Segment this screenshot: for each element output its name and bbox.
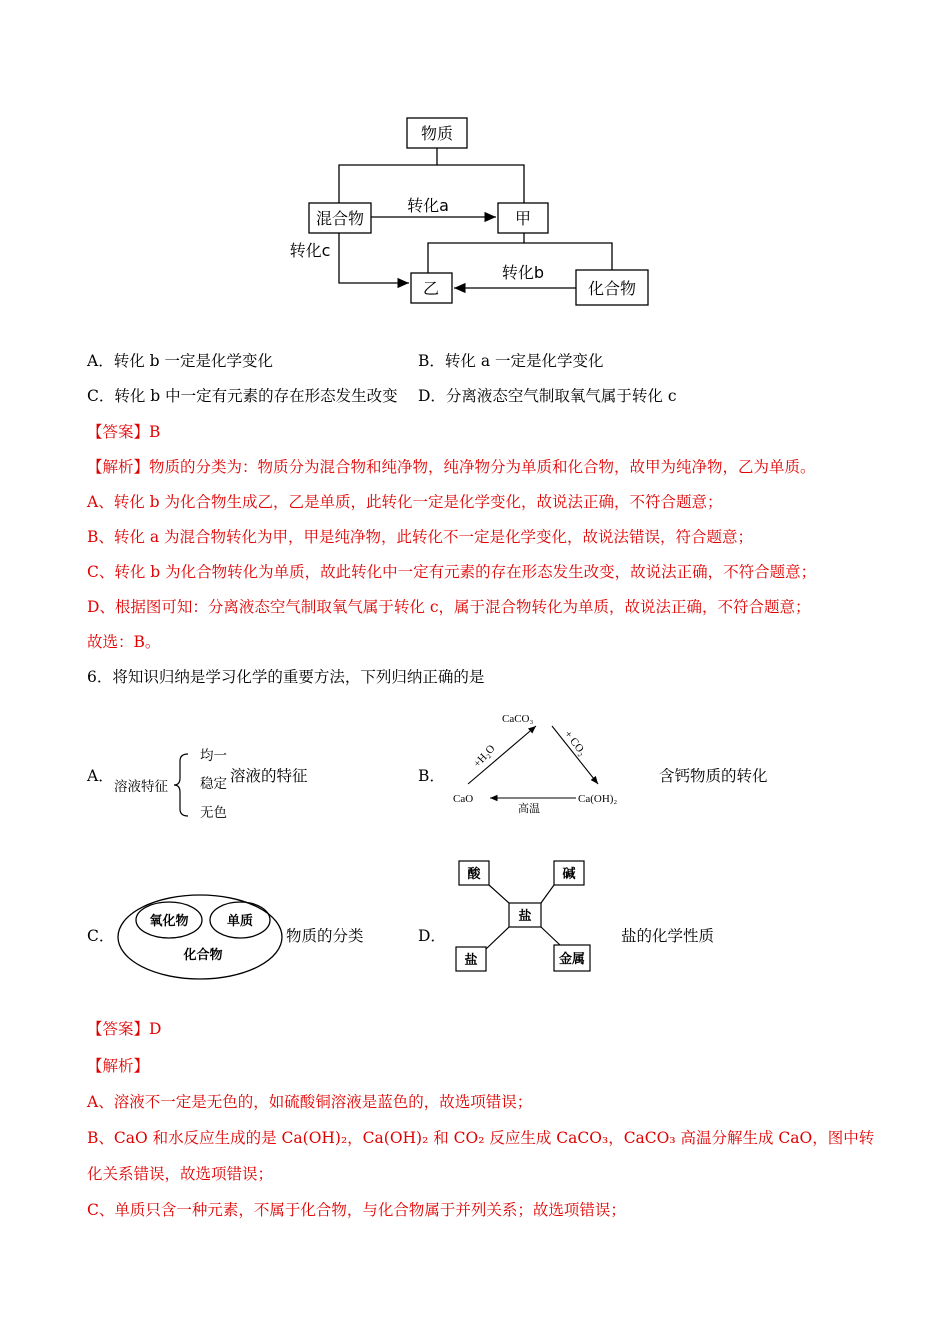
q6-answer: 【答案】D [87, 1020, 162, 1038]
q6-d-letter: D． [418, 927, 446, 945]
q6-b-caption: 含钙物质的转化 [659, 767, 768, 785]
d-br: 金属 [558, 952, 586, 967]
q6-stem: 6．将知识归纳是学习化学的重要方法，下列归纳正确的是 [87, 668, 485, 686]
d-center: 盐 [518, 909, 532, 924]
d-tr: 碱 [562, 867, 576, 882]
a-item-2: 无色 [200, 805, 227, 821]
q6-analysis-0: A、溶液不一定是无色的，如硫酸铜溶液是蓝色的，故选项错误； [87, 1093, 533, 1111]
q5-option-b: B．转化 a 一定是化学变化 [418, 352, 604, 370]
q6-analysis-head: 【解析】 [87, 1057, 150, 1075]
b-right: Ca(OH)₂ [578, 793, 618, 805]
b-edge-right: + CO₂ [561, 728, 589, 758]
a-title: 溶液特征 [114, 779, 168, 795]
classification-ellipse-diagram [115, 893, 285, 983]
q5-option-a: A．转化 b 一定是化学变化 [87, 352, 273, 370]
b-edge-left: +H₂O [471, 742, 498, 771]
d-tl: 酸 [467, 867, 481, 882]
c-outer: 化合物 [183, 948, 223, 963]
q6-a-caption: 溶液的特征 [230, 767, 308, 785]
q5-analysis-5: 故选：B。 [87, 633, 161, 651]
q6-d-caption: 盐的化学性质 [621, 927, 715, 945]
box-yi: 乙 [422, 279, 440, 298]
d-bl: 盐 [464, 953, 478, 968]
b-top: CaCO₃ [502, 713, 534, 725]
calcium-cycle-diagram [448, 704, 638, 819]
classification-diagram [280, 110, 660, 315]
q6-c-caption: 物质的分类 [286, 927, 364, 945]
solution-features-diagram [112, 745, 232, 825]
q6-analysis-3: C、单质只含一种元素，不属于化合物，与化合物属于并列关系；故选项错误； [87, 1201, 626, 1219]
box-wuzhi: 物质 [420, 124, 454, 143]
q6-analysis-1: B、CaO 和水反应生成的是 Ca(OH)₂，Ca(OH)₂ 和 CO₂ 反应生成 CaCO₃，CaCO₃ 高温分解生成 CaO，图中转 [87, 1129, 875, 1147]
q5-option-c: C．转化 b 中一定有元素的存在形态发生改变 [87, 387, 398, 405]
q6-c-letter: C． [87, 927, 115, 945]
q5-answer: 【答案】B [87, 423, 161, 441]
q5-analysis-0: 【解析】物质的分类为：物质分为混合物和纯净物，纯净物分为单质和化合物，故甲为纯净物，乙为单质。 [87, 458, 816, 476]
box-jia: 甲 [514, 209, 532, 228]
q6-analysis-2: 化关系错误，故选项错误； [87, 1165, 274, 1183]
box-hunhewu: 混合物 [315, 209, 365, 228]
q5-option-d: D．分离液态空气制取氧气属于转化 c [418, 387, 677, 405]
a-item-0: 均一 [200, 748, 227, 764]
salt-properties-diagram [450, 855, 600, 975]
q6-b-letter: B． [418, 767, 445, 785]
q5-analysis-1: A、转化 b 为化合物生成乙，乙是单质，此转化一定是化学变化，故说法正确，不符合题意； [87, 493, 723, 511]
label-b: 转化b [501, 263, 545, 282]
q6-a-letter: A． [87, 767, 114, 785]
label-c: 转化c [289, 241, 331, 260]
b-left: CaO [453, 793, 474, 805]
q5-analysis-2: B、转化 a 为混合物转化为甲，甲是纯净物，此转化不一定是化学变化，故说法错误，符合题意； [87, 528, 753, 546]
q5-analysis-3: C、转化 b 为化合物转化为单质，故此转化中一定有元素的存在形态发生改变，故说法正确，不符合题意； [87, 563, 817, 581]
box-huahewu: 化合物 [587, 279, 637, 298]
a-item-1: 稳定 [200, 776, 227, 792]
c-inner2: 单质 [226, 914, 254, 929]
q5-analysis-4: D、根据图可知：分离液态空气制取氧气属于转化 c，属于混合物转化为单质，故说法正确，不符合题意； [87, 598, 811, 616]
label-a: 转化a [407, 196, 449, 215]
c-inner1: 氧化物 [149, 914, 189, 929]
b-edge-bottom: 高温 [518, 802, 540, 815]
